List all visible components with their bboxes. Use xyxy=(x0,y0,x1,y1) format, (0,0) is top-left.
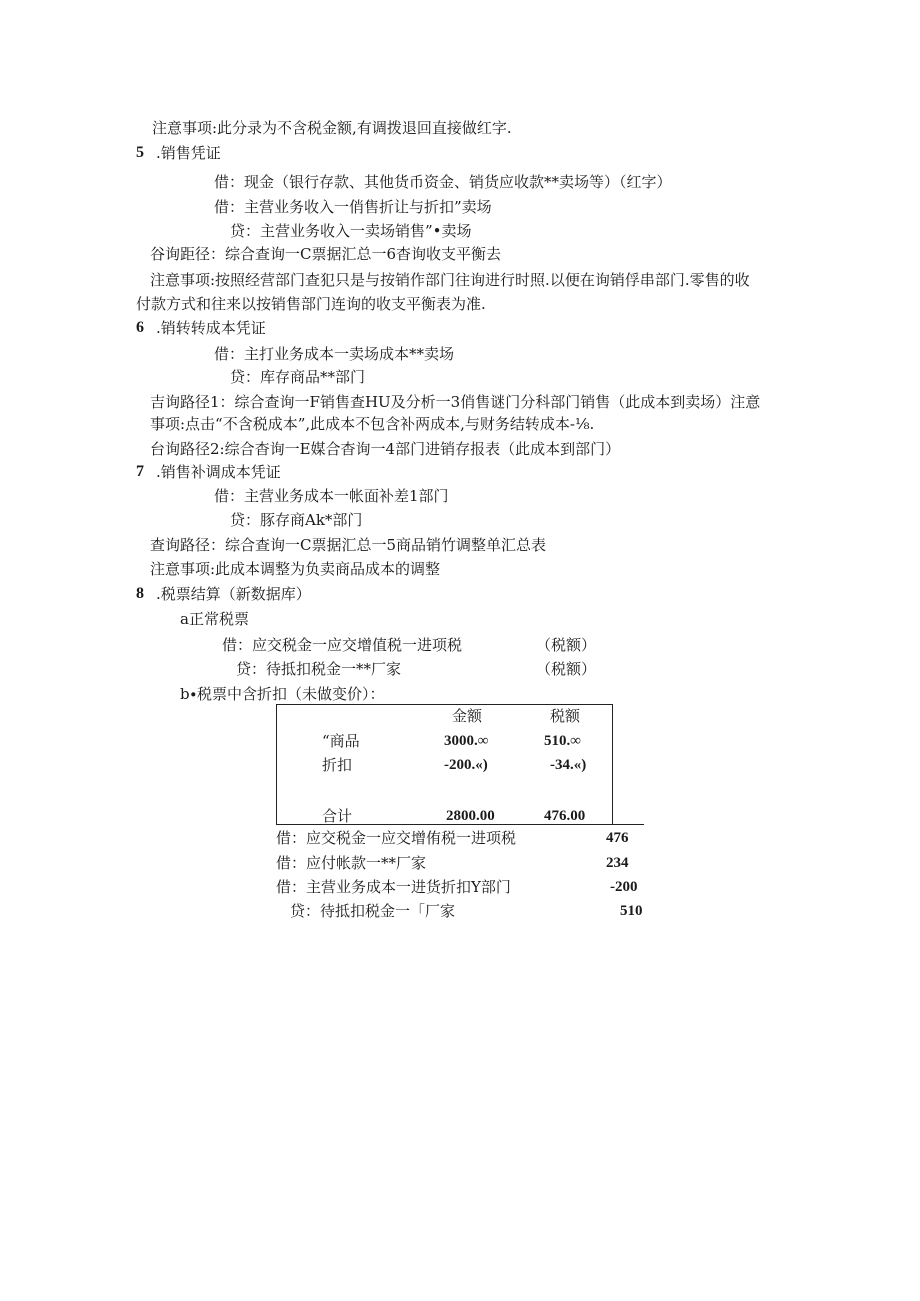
note-text: 注意事项:按照经营部门查犯只是与按销作部门往询进行时照.以便在询销俘串部门.零售的收 xyxy=(150,271,750,289)
entry-text: 借：主营业务成本一进货折扣Y部门 xyxy=(276,878,511,896)
section-6-number: 6 xyxy=(136,319,144,336)
entry-value: 510 xyxy=(620,903,643,919)
note-text: 注意事项:此成本调整为负卖商品成本的调整 xyxy=(150,560,441,578)
entry-value: -200 xyxy=(610,879,638,895)
query-path: 吉询路径1：综合查询一F销售查HU及分析一3俏售谜门分科部门销售（此成本到卖场）注意 xyxy=(150,393,761,411)
entry-value: 476 xyxy=(606,830,629,846)
credit-line: 贷：库存商品**部门 xyxy=(230,368,366,386)
section-6-title: .销转转成本凭证 xyxy=(156,319,266,337)
note-text: 事项:点击“不含税成本”,此成本不包含补两成本,与财务结转成本-⅛. xyxy=(150,415,595,433)
section-7-title: .销售补调成本凭证 xyxy=(156,463,281,481)
row-tax: -34.«) xyxy=(550,757,587,773)
query-path: 台询路径2:综合杳询一E媒合杳询一4部门进销存报表（此成本到部门） xyxy=(150,440,621,458)
row-tax: 510.∞ xyxy=(544,733,581,749)
section-8-title: .税票结算（新数据库） xyxy=(156,585,311,603)
credit-line: 贷：主营业务收入一卖场销售”•卖场 xyxy=(230,222,472,240)
row-amount: -200.«) xyxy=(444,757,488,773)
tax-note: （税额） xyxy=(536,636,597,654)
debit-line: 借：现金（银行存款、其他货币资金、销货应收款**卖场等）（红字） xyxy=(214,173,672,191)
header-amount: 金额 xyxy=(452,707,483,725)
credit-line: 贷：待抵扣税金一**厂家 xyxy=(236,660,402,678)
tax-note: （税额） xyxy=(536,660,597,678)
query-path: 查询路径：综合查询一C票据汇总一5商品销竹调整单汇总表 xyxy=(150,536,547,554)
entry-text: 贷：待抵扣税金一「厂家 xyxy=(290,902,456,920)
debit-line: 借：应交税金一应交增值税一进项税 xyxy=(222,636,463,654)
subsection-b-title: b∙税票中含折扣（未做变价）： xyxy=(180,685,385,703)
row-label: 折扣 xyxy=(322,756,353,774)
note-text: 注意事项:此分录为不含税金额,有调拨退回直接做红字. xyxy=(152,119,512,137)
subsection-a-title: a正常税票 xyxy=(180,610,249,628)
debit-line: 借：主营业务收入一俏售折让与折扣”卖场 xyxy=(214,198,492,216)
credit-line: 贷：豚存商Ak*部门 xyxy=(230,511,363,529)
entry-text: 借：应交税金一应交增侑税一进项税 xyxy=(276,829,517,847)
entry-text: 借：应付帐款一**厂家 xyxy=(276,854,427,872)
query-path: 谷询距径：综合查询一C票据汇总一6杳询收支平衡去 xyxy=(150,245,502,263)
row-label: “商品 xyxy=(322,732,360,750)
section-5-title: .销售凭证 xyxy=(156,144,221,162)
total-amount: 2800.00 xyxy=(446,808,495,824)
entry-value: 234 xyxy=(606,855,629,871)
section-5-number: 5 xyxy=(136,144,144,161)
debit-line: 借：主打业务成本一卖场成本**卖场 xyxy=(214,345,455,363)
note-text: 付款方式和往来以按销售部门连询的收支平衡表为准. xyxy=(136,295,486,313)
total-tax: 476.00 xyxy=(544,808,586,824)
debit-line: 借：主营业务成本一帐面补差1部门 xyxy=(214,487,449,505)
row-amount: 3000.∞ xyxy=(444,733,489,749)
total-label: 合计 xyxy=(322,807,353,825)
header-tax: 税额 xyxy=(550,707,581,725)
section-8-number: 8 xyxy=(136,585,144,602)
table-divider xyxy=(276,704,277,824)
section-7-number: 7 xyxy=(136,463,144,480)
